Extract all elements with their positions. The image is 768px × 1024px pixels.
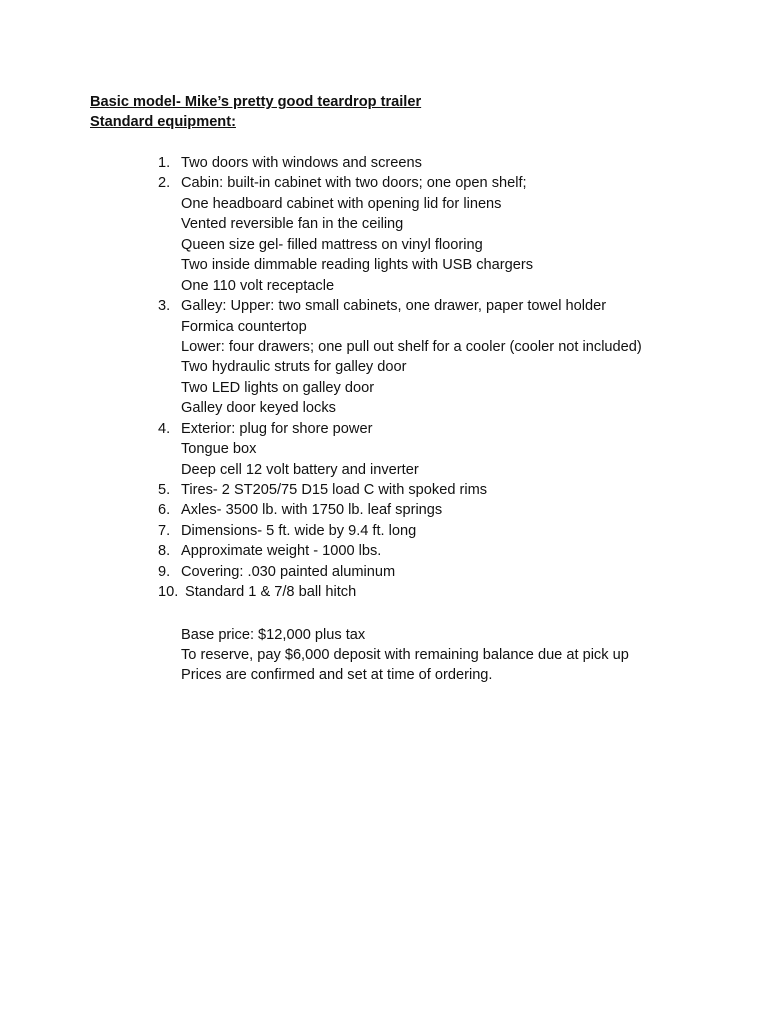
list-item-text: Covering: .030 painted aluminum [181, 563, 396, 580]
list-item-continuation [0, 460, 768, 480]
list-item-text: Tires- 2 ST205/75 D15 load C with spoked rims [181, 482, 488, 498]
list-item-number: 4. [158, 420, 171, 437]
list-item-text: Cabin: built-in cabinet with two doors; one open shelf; [181, 175, 527, 192]
list-item-continuation [0, 194, 768, 214]
list-item [0, 153, 768, 173]
list-item-text: Two inside dimmable reading lights with USB chargers [181, 257, 534, 274]
list-item-number: 8. [158, 543, 171, 560]
list-item-number: 9. [158, 563, 171, 580]
list-item-number: 5. [158, 482, 171, 498]
list-item-number: 10. [158, 584, 179, 601]
list-item [0, 562, 768, 582]
pricing-line: To reserve, pay $6,000 deposit with remaining balance due at pick up [181, 646, 629, 663]
document-title: Basic model- Mike’s pretty good teardrop trailer [90, 94, 422, 110]
list-item-text: Two LED lights on galley door [181, 379, 375, 396]
list-item [0, 173, 768, 193]
list-item-continuation [0, 439, 768, 459]
list-item-number: 7. [158, 522, 171, 539]
list-item-text: Queen size gel- filled mattress on vinyl flooring [181, 236, 483, 253]
pricing-block [181, 625, 629, 686]
list-item-continuation [0, 337, 768, 357]
list-item [0, 500, 768, 520]
list-item [0, 480, 768, 500]
list-item-text: Axles- 3500 lb. with 1750 lb. leaf springs [181, 502, 443, 519]
list-item-number: 6. [158, 502, 171, 519]
list-item-continuation [0, 214, 768, 234]
list-item-continuation [0, 357, 768, 377]
list-item-continuation [0, 378, 768, 398]
equipment-list [0, 153, 768, 603]
list-item-continuation [0, 276, 768, 296]
list-item-text: One headboard cabinet with opening lid for linens [181, 195, 502, 212]
list-item-number: 3. [158, 298, 171, 315]
list-item [0, 541, 768, 561]
list-item-text: Standard 1 & 7/8 ball hitch [185, 584, 357, 601]
pricing-line: Base price: $12,000 plus tax [181, 626, 366, 643]
list-item [0, 296, 768, 316]
list-item [0, 582, 768, 602]
list-item-continuation [0, 255, 768, 275]
list-item-text: Lower: four drawers; one pull out shelf for a cooler (cooler not included) [181, 338, 642, 355]
list-item-continuation [0, 235, 768, 255]
list-item-text: Galley: Upper: two small cabinets, one drawer, paper towel holder [181, 298, 607, 315]
list-item-continuation [0, 317, 768, 337]
list-item-text: Vented reversible fan in the ceiling [181, 216, 404, 233]
list-item [0, 521, 768, 541]
list-item-text: Tongue box [181, 441, 257, 458]
list-item-text: Galley door keyed locks [181, 400, 336, 417]
list-item-text: Exterior: plug for shore power [181, 420, 373, 437]
list-item-text: Two doors with windows and screens [181, 155, 422, 171]
document-subtitle: Standard equipment: [90, 114, 236, 131]
list-item [0, 419, 768, 439]
list-item-text: Dimensions- 5 ft. wide by 9.4 ft. long [181, 522, 417, 539]
list-item-number: 2. [158, 175, 171, 192]
list-item-text: Approximate weight - 1000 lbs. [181, 543, 382, 560]
list-item-text: Two hydraulic struts for galley door [181, 359, 407, 376]
list-item-text: Deep cell 12 volt battery and inverter [181, 461, 419, 478]
list-item-text: Formica countertop [181, 318, 307, 335]
list-item-number: 1. [158, 155, 171, 171]
list-item-text: One 110 volt receptacle [181, 277, 335, 294]
list-item-continuation [0, 398, 768, 418]
pricing-line: Prices are confirmed and set at time of ordering. [181, 667, 493, 684]
